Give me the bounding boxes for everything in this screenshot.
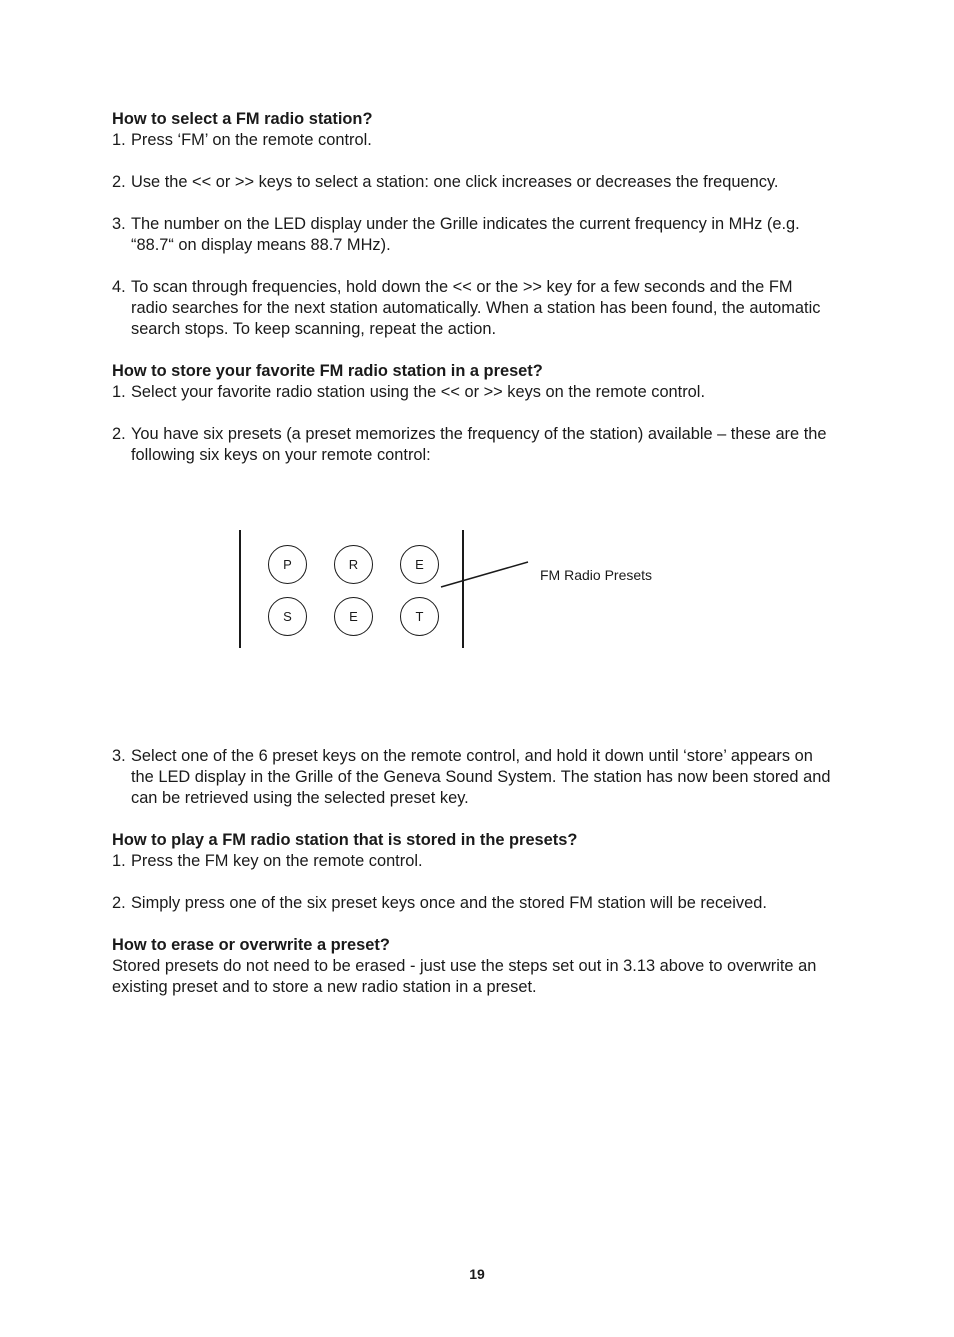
preset-keys-diagram (112, 504, 832, 746)
section-heading-erase-preset: How to erase or overwrite a preset? (112, 936, 390, 954)
erase-preset-paragraph: Stored presets do not need to be erased - just use the steps set out in 3.13 above to overwrite an existing preset and to store a new radio station in a preset. (112, 957, 817, 996)
list-item: 1. Press the FM key on the remote control. (112, 852, 423, 870)
preset-key-s: S (268, 597, 307, 636)
diagram-label: FM Radio Presets (540, 567, 653, 583)
list-item: 2. Simply press one of the six preset keys once and the stored FM station will be received. (112, 894, 767, 912)
preset-key-p: P (268, 545, 307, 584)
list-item: 1. Select your favorite radio station using the << or >> keys on the remote control. (112, 383, 705, 401)
list-item: 2. Use the << or >> keys to select a station: one click increases or decreases the frequency. (112, 173, 779, 191)
section-heading-play-preset: How to play a FM radio station that is stored in the presets? (112, 831, 578, 849)
page-number: 19 (469, 1266, 485, 1282)
diagram-lines (112, 504, 832, 746)
section-heading-store-preset: How to store your favorite FM radio station in a preset? (112, 362, 543, 380)
preset-key-e: E (400, 545, 439, 584)
preset-key-r: R (334, 545, 373, 584)
preset-key-t: T (400, 597, 439, 636)
list-item: 2. You have six presets (a preset memorizes the frequency of the station) available – these are the following six keys on your remote control: (112, 425, 827, 464)
list-item: 3. Select one of the 6 preset keys on the remote control, and hold it down until ‘store’ appears on the LED display in the Grille of the Geneva Sound System. The station has now been stored and can be retrieved using the selected preset key. (112, 747, 831, 807)
list-item: 1. Press ‘FM’ on the remote control. (112, 131, 372, 149)
callout-line (441, 562, 528, 587)
list-item: 4. To scan through frequencies, hold down the << or the >> key for a few seconds and the FM radio searches for the next station automatically. When a station has been found, the automatic search stops. To keep scanning, repeat the action. (112, 278, 821, 338)
page-content (112, 109, 832, 998)
preset-key-e2: E (334, 597, 373, 636)
section-heading-select-station: How to select a FM radio station? (112, 110, 373, 128)
list-item: 3. The number on the LED display under the Grille indicates the current frequency in MHz (e.g. “88.7“ on display means 88.7 MHz). (112, 215, 800, 254)
